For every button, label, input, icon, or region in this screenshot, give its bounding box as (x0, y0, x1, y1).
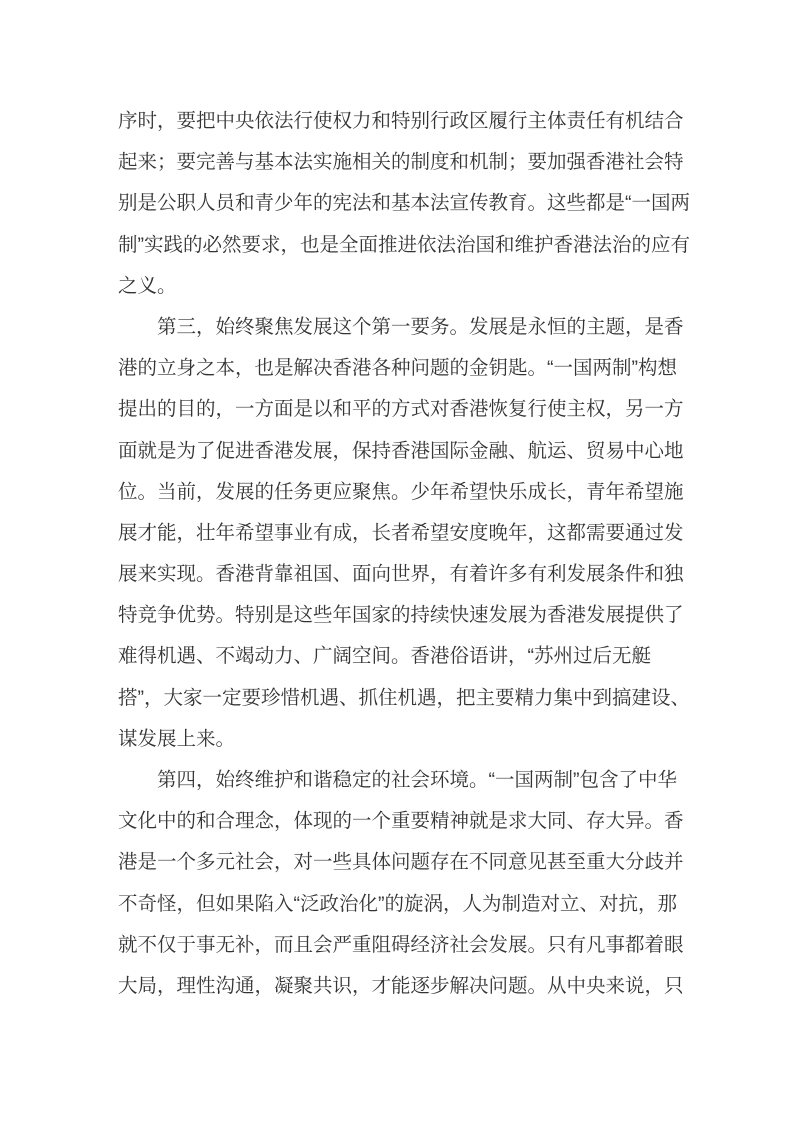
text-line: 大局，理性沟通，凝聚共识，才能逐步解决问题。从中央来说，只 (118, 974, 684, 997)
text-line: 起来；要完善与基本法实施相关的制度和机制；要加强香港社会特 (118, 151, 684, 174)
text-line: 展才能，壮年希望事业有成，长者希望安度晚年，这都需要通过发 (118, 521, 684, 544)
text-line: 文化中的和合理念，体现的一个重要精神就是求大同、存大异。香 (118, 810, 684, 833)
text-line: 谋发展上来。 (118, 727, 236, 750)
text-line: 就不仅于事无补，而且会严重阻碍经济社会发展。只有凡事都着眼 (118, 933, 684, 956)
text-line: 展来实现。香港背靠祖国、面向世界，有着许多有利发展条件和独 (118, 563, 684, 586)
text-line: 不奇怪，但如果陷入“泛政治化”的旋涡，人为制造对立、对抗，那 (118, 892, 677, 915)
text-line: 位。当前，发展的任务更应聚焦。少年希望快乐成长，青年希望施 (118, 480, 684, 503)
text-line: 面就是为了促进香港发展，保持香港国际金融、航运、贸易中心地 (118, 439, 684, 462)
paragraph-start-line: 第三，始终聚焦发展这个第一要务。发展是永恒的主题，是香 (157, 315, 684, 338)
text-line: 搭”，大家一定要珍惜机遇、抓住机遇，把主要精力集中到搞建设、 (118, 686, 690, 709)
text-line: 难得机遇、不竭动力、广阔空间。香港俗语讲，“苏州过后无艇 (118, 645, 651, 668)
paragraph-start-line: 第四，始终维护和谐稳定的社会环境。“一国两制”包含了中华 (157, 769, 677, 791)
text-line: 港是一个多元社会，对一些具体问题存在不同意见甚至重大分歧并 (118, 851, 684, 874)
text-line: 之义。 (118, 274, 177, 297)
text-line: 特竞争优势。特别是这些年国家的持续快速发展为香港发展提供了 (118, 604, 684, 627)
text-line: 提出的目的，一方面是以和平的方式对香港恢复行使主权，另一方 (118, 398, 684, 421)
text-line: 制”实践的必然要求，也是全面推进依法治国和维护香港法治的应有 (118, 233, 690, 256)
text-line: 港的立身之本，也是解决香港各种问题的金钥匙。“一国两制”构想 (118, 357, 677, 380)
document-text-block (118, 101, 690, 1007)
text-line: 序时，要把中央依法行使权力和特别行政区履行主体责任有机结合 (118, 110, 684, 132)
text-line: 别是公职人员和青少年的宪法和基本法宣传教育。这些都是“一国两 (118, 192, 690, 215)
